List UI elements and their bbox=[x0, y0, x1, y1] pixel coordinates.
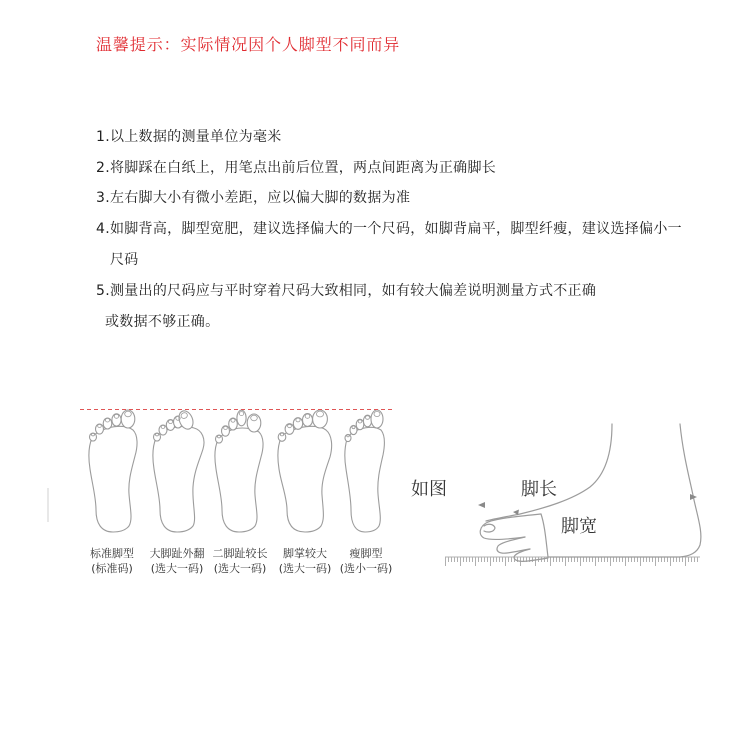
size-tip-notice: 温馨提示：实际情况因个人脚型不同而异 bbox=[96, 35, 401, 54]
foot-width-label: 脚宽 bbox=[561, 516, 597, 537]
foot-type-caption-thin bbox=[330, 546, 402, 576]
instruction-5-continuation: 或数据不够正确。 bbox=[105, 314, 220, 330]
instruction-1: 1.以上数据的测量单位为毫米 bbox=[96, 129, 282, 145]
fourth-toe bbox=[159, 425, 167, 435]
forefoot-outline bbox=[541, 514, 548, 557]
instep-outline bbox=[486, 424, 612, 521]
foot-type-size-advice: (选小一码) bbox=[339, 562, 393, 575]
fourth-toe bbox=[350, 425, 357, 434]
foot-type-name: 大脚趾外翻 bbox=[149, 547, 205, 560]
little-toe bbox=[154, 433, 161, 441]
foot-side-view-diagram bbox=[445, 424, 701, 567]
foot-type-caption-hallux-valgus bbox=[141, 546, 213, 576]
foot-type-name: 脚掌较大 bbox=[283, 547, 327, 560]
foot-type-name: 标准脚型 bbox=[90, 547, 134, 560]
instep-arrow-icon bbox=[513, 510, 519, 516]
foot-outline bbox=[89, 426, 137, 532]
big-toe bbox=[371, 410, 383, 428]
third-toe bbox=[293, 418, 302, 430]
foot-type-caption-long-second-toe bbox=[204, 546, 276, 576]
wide-forefoot-foot-icon bbox=[278, 410, 332, 532]
instruction-4: 4.如脚背高，脚型宽肥，建议选择偏大的一个尺码，如脚背扁平，脚型纤瘦，建议选择偏小一 bbox=[96, 221, 682, 237]
thin-foot-icon bbox=[345, 410, 384, 532]
third-toe bbox=[229, 418, 238, 430]
hallux-valgus-foot-icon bbox=[153, 409, 204, 532]
fourth-toe bbox=[285, 424, 294, 435]
second-toe bbox=[303, 414, 313, 427]
foot-type-name: 二脚趾较长 bbox=[212, 547, 268, 560]
big-toenail bbox=[484, 524, 495, 532]
heel-outline bbox=[680, 424, 701, 557]
second-toe bbox=[363, 415, 371, 427]
instruction-5: 5.测量出的尺码应与平时穿着尺码大致相同，如有较大偏差说明测量方式不正确 bbox=[96, 283, 597, 299]
foot-outline bbox=[345, 427, 384, 532]
little-toe bbox=[278, 433, 286, 442]
big-toe bbox=[313, 410, 328, 428]
instruction-3: 3.左右脚大小有微小差距，应以偏大脚的数据为准 bbox=[96, 190, 411, 206]
foot-type-size-advice: (选大一码) bbox=[150, 562, 204, 575]
diagram-caption: 如图 bbox=[411, 479, 447, 500]
toe-end-arrow-icon bbox=[478, 502, 485, 508]
foot-outline bbox=[215, 428, 263, 532]
big-toe-outline bbox=[480, 514, 541, 540]
foot-outline bbox=[278, 426, 332, 532]
foot-type-size-advice: (选大一码) bbox=[213, 562, 267, 575]
big-toe bbox=[247, 414, 261, 432]
little-toe bbox=[216, 435, 223, 443]
second-toe bbox=[237, 410, 246, 426]
foot-length-label: 脚长 bbox=[521, 479, 557, 500]
foot-type-size-advice: (标准码) bbox=[91, 562, 133, 575]
second-toe bbox=[112, 414, 121, 426]
little-toe bbox=[90, 433, 97, 441]
fourth-toe bbox=[222, 426, 230, 436]
fourth-toe bbox=[96, 424, 104, 434]
third-toe bbox=[356, 419, 364, 429]
foot-type-size-advice: (选大一码) bbox=[278, 562, 332, 575]
little-toe bbox=[345, 434, 351, 441]
instruction-4-continuation: 尺码 bbox=[110, 252, 139, 268]
big-toe bbox=[121, 410, 135, 428]
foot-type-caption-standard bbox=[76, 546, 148, 576]
long-second-toe-foot-icon bbox=[215, 410, 263, 532]
ruler bbox=[445, 557, 700, 567]
instruction-2: 2.将脚踩在白纸上，用笔点出前后位置，两点间距离为正确脚长 bbox=[96, 160, 497, 176]
foot-outline bbox=[153, 427, 204, 533]
foot-type-name: 瘦脚型 bbox=[349, 547, 383, 560]
standard-foot-icon bbox=[89, 410, 137, 532]
third-toe bbox=[103, 418, 112, 429]
